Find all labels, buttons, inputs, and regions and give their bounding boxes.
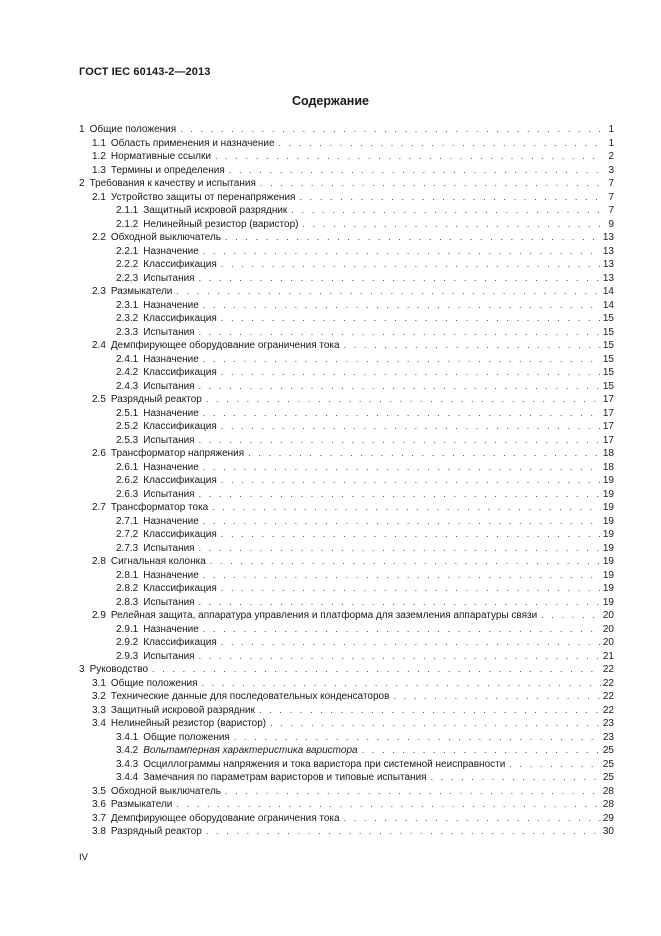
toc-entry-number: 2 — [79, 178, 85, 189]
toc-entry-page: 23 — [602, 718, 614, 729]
toc-entry[interactable] — [79, 434, 614, 448]
toc-entry-number: 3.2 — [92, 691, 106, 702]
toc-entry-title: Испытания — [143, 326, 195, 338]
toc-leader-dots — [199, 326, 601, 340]
toc-entry-page: 22 — [602, 677, 614, 689]
toc-entry-title: Классификация — [143, 583, 217, 594]
toc-entry-title: Общие положения — [89, 124, 177, 135]
toc-entry-title: Испытания — [143, 434, 195, 446]
toc-entry-page: 1 — [608, 137, 614, 149]
toc-entry-title: Назначение — [143, 623, 199, 635]
toc-title: Содержание — [291, 94, 369, 108]
toc-entry[interactable] — [79, 231, 614, 245]
toc-entry-page: 25 — [602, 745, 614, 756]
toc-entry-title: Размыкатели — [110, 286, 173, 297]
toc-entry-title: Термины и определения — [110, 164, 225, 176]
toc-entry-number: 1.2 — [92, 151, 106, 162]
toc-entry-number: 2.5.1 — [116, 407, 139, 419]
toc-entry-title: Классификация — [143, 637, 217, 648]
toc-leader-dots — [344, 812, 601, 826]
toc-leader-dots — [212, 501, 601, 515]
toc-entry-number: 3.4.4 — [116, 772, 139, 783]
toc-entry-number: 2.7.2 — [116, 529, 139, 540]
toc-leader-dots — [203, 515, 601, 529]
toc-entry-title: Испытания — [143, 542, 195, 554]
toc-entry-title: Защитный искровой разрядник — [143, 205, 288, 216]
toc-entry-page: 13 — [602, 272, 614, 284]
toc-entry-number: 2.7.1 — [116, 515, 139, 527]
toc-entry-number: 2.6 — [92, 448, 106, 459]
toc-entry[interactable] — [79, 609, 614, 623]
toc-entry-number: 2.6.2 — [116, 475, 139, 486]
toc-entry-page: 19 — [602, 515, 614, 527]
toc-entry-page: 17 — [602, 407, 614, 419]
toc-entry-title: Защитный искровой разрядник — [110, 704, 255, 716]
toc-leader-dots — [199, 434, 601, 448]
toc-entry-title: Испытания — [143, 596, 195, 608]
toc-leader-dots — [259, 704, 601, 718]
toc-entry-title: Разрядный реактор — [110, 394, 202, 405]
toc-entry-page: 19 — [602, 488, 614, 500]
toc-entry[interactable] — [79, 191, 614, 205]
toc-entry-title: Область применения и назначение — [110, 137, 275, 149]
toc-leader-dots — [203, 623, 601, 637]
toc-entry-number: 1.1 — [92, 137, 106, 149]
toc-entry-title: Обходной выключатель — [110, 232, 221, 243]
toc-leader-dots — [199, 272, 601, 286]
toc-entry-page: 15 — [602, 326, 614, 338]
toc-entry-title: Общие положения — [143, 731, 230, 743]
toc-entry-number: 3.4.1 — [116, 731, 139, 743]
toc-entry-number: 2.8.2 — [116, 583, 139, 594]
toc-entry[interactable] — [79, 474, 614, 488]
toc-entry-page: 14 — [602, 286, 614, 297]
toc-entry-title: Размыкатели — [110, 799, 173, 810]
toc-entry-page: 15 — [602, 353, 614, 365]
toc-leader-dots — [203, 245, 601, 259]
toc-entry[interactable] — [79, 677, 614, 691]
toc-entry-page: 23 — [602, 731, 614, 743]
toc-entry-number: 2.8 — [92, 556, 106, 567]
toc-leader-dots — [221, 474, 601, 488]
toc-entry-title: Назначение — [143, 299, 199, 311]
toc-leader-dots — [248, 447, 601, 461]
toc-entry-title: Назначение — [143, 515, 199, 527]
toc-entry-title: Нормативные ссылки — [110, 151, 211, 162]
toc-leader-dots — [541, 609, 601, 623]
toc-entry-number: 2.9 — [92, 610, 106, 621]
toc-entry-title: Испытания — [143, 380, 195, 392]
toc-entry[interactable] — [79, 825, 614, 839]
toc-entry-number: 3.6 — [92, 799, 106, 810]
toc-entry-number: 2.1 — [92, 191, 106, 203]
toc-entry[interactable] — [79, 569, 614, 583]
toc-entry[interactable] — [79, 285, 614, 299]
toc-entry-page: 29 — [602, 812, 614, 824]
toc-entry-title: Назначение — [143, 407, 199, 419]
toc-entry[interactable] — [79, 312, 614, 326]
toc-entry-title: Назначение — [143, 569, 199, 581]
toc-leader-dots — [215, 150, 602, 164]
toc-entry[interactable] — [79, 636, 614, 650]
toc-entry[interactable] — [79, 447, 614, 461]
toc-entry-title: Замечания по параметрам варисторов и типовые испытания — [143, 772, 427, 783]
toc-entry-page: 17 — [602, 434, 614, 446]
toc-leader-dots — [206, 825, 601, 839]
toc-leader-dots — [199, 542, 601, 556]
toc-entry-page: 18 — [602, 448, 614, 459]
toc-entry-title: Разрядный реактор — [110, 826, 202, 837]
toc-entry-title: Трансформатор тока — [110, 502, 209, 513]
toc-entry-title: Классификация — [143, 475, 217, 486]
toc-entry-page: 7 — [608, 178, 614, 189]
toc-entry[interactable] — [79, 501, 614, 515]
toc-entry-title: Классификация — [143, 259, 217, 270]
toc-entry[interactable] — [79, 744, 614, 758]
toc-entry-title: Устройство защиты от перенапряжения — [110, 191, 296, 203]
toc-entry[interactable] — [79, 582, 614, 596]
toc-entry-number: 2.6.1 — [116, 461, 139, 473]
toc-entry-page: 13 — [602, 245, 614, 257]
toc-leader-dots — [221, 528, 601, 542]
toc-leader-dots — [152, 663, 601, 677]
toc-entry-page: 19 — [602, 569, 614, 581]
toc-entry-number: 3.5 — [92, 785, 106, 797]
toc-entry-number: 2.4 — [92, 340, 106, 351]
toc-leader-dots — [221, 582, 601, 596]
toc-entry[interactable] — [79, 623, 614, 637]
toc-leader-dots — [229, 164, 602, 178]
toc-entry-page: 19 — [602, 556, 614, 567]
toc-entry-page: 28 — [602, 785, 614, 797]
toc-entry[interactable] — [79, 798, 614, 812]
toc-entry-page: 19 — [602, 596, 614, 608]
toc-entry-title: Обходной выключатель — [110, 785, 221, 797]
toc-entry-number: 2.2 — [92, 232, 106, 243]
toc-entry-title: Назначение — [143, 353, 199, 365]
toc-entry-number: 2.5.3 — [116, 434, 139, 446]
toc-leader-dots — [270, 717, 601, 731]
toc-entry-number: 2.2.1 — [116, 245, 139, 257]
toc-entry[interactable] — [79, 528, 614, 542]
toc-entry-number: 2.5 — [92, 394, 106, 405]
toc-leader-dots — [203, 299, 601, 313]
toc-entry-title: Классификация — [143, 313, 217, 324]
toc-entry-page: 13 — [602, 259, 614, 270]
toc-entry-page: 22 — [602, 691, 614, 702]
toc-entry-number: 2.7 — [92, 502, 106, 513]
toc-entry-page: 19 — [602, 529, 614, 540]
toc-entry-title: Руководство — [89, 664, 148, 675]
document-header: ГОСТ IEC 60143-2—2013 — [79, 66, 211, 78]
toc-leader-dots — [221, 312, 601, 326]
toc-entry[interactable] — [79, 177, 614, 191]
toc-entry[interactable] — [79, 420, 614, 434]
toc-entry-number: 3.4.3 — [116, 758, 139, 770]
toc-entry-page: 15 — [602, 380, 614, 392]
toc-entry-page: 28 — [602, 799, 614, 810]
toc-leader-dots — [299, 191, 602, 205]
toc-entry[interactable] — [79, 717, 614, 731]
toc-entry[interactable] — [79, 272, 614, 286]
toc-entry-title: Технические данные для последовательных конденсаторов — [110, 691, 390, 702]
toc-entry-page: 7 — [608, 205, 614, 216]
toc-entry-page: 20 — [602, 623, 614, 635]
toc-entry-page: 19 — [602, 475, 614, 486]
toc-entry-page: 19 — [602, 542, 614, 554]
toc-entry[interactable] — [79, 150, 614, 164]
toc-entry-title: Испытания — [143, 650, 195, 662]
toc-entry-page: 20 — [602, 610, 614, 621]
toc-entry[interactable] — [79, 663, 614, 677]
toc-leader-dots — [176, 798, 600, 812]
toc-leader-dots — [199, 380, 601, 394]
toc-leader-dots — [210, 555, 601, 569]
toc-entry-title: Испытания — [143, 272, 195, 284]
toc-entry-number: 2.3.1 — [116, 299, 139, 311]
toc-leader-dots — [199, 488, 601, 502]
toc-entry[interactable] — [79, 596, 614, 610]
toc-leader-dots — [291, 204, 602, 218]
toc-entry-page: 25 — [602, 772, 614, 783]
table-of-contents — [79, 123, 614, 839]
toc-entry-number: 3 — [79, 664, 85, 675]
toc-entry-number: 2.4.3 — [116, 380, 139, 392]
toc-entry-page: 9 — [608, 218, 614, 230]
toc-leader-dots — [234, 731, 601, 745]
toc-entry-number: 2.4.2 — [116, 367, 139, 378]
toc-entry[interactable] — [79, 326, 614, 340]
toc-entry-number: 2.9.2 — [116, 637, 139, 648]
toc-entry-number: 2.8.3 — [116, 596, 139, 608]
toc-entry-title: Вольтамперная характеристика варистора — [143, 745, 358, 756]
toc-entry[interactable] — [79, 353, 614, 367]
toc-leader-dots — [279, 137, 602, 151]
toc-entry[interactable] — [79, 758, 614, 772]
toc-entry-title: Классификация — [143, 421, 217, 432]
toc-entry-number: 2.8.1 — [116, 569, 139, 581]
toc-entry-page: 22 — [602, 704, 614, 716]
toc-entry-title: Классификация — [143, 529, 217, 540]
toc-entry-page: 14 — [602, 299, 614, 311]
toc-leader-dots — [225, 231, 601, 245]
toc-leader-dots — [393, 690, 600, 704]
toc-entry-number: 2.5.2 — [116, 421, 139, 432]
toc-leader-dots — [225, 785, 601, 799]
toc-entry-page: 19 — [602, 502, 614, 513]
toc-entry[interactable] — [79, 258, 614, 272]
toc-entry[interactable] — [79, 299, 614, 313]
toc-entry-page: 19 — [602, 583, 614, 594]
toc-entry-page: 30 — [602, 826, 614, 837]
toc-entry-title: Демпфирующее оборудование ограничения тока — [110, 812, 340, 824]
toc-entry-number: 1 — [79, 124, 85, 135]
toc-entry[interactable] — [79, 407, 614, 421]
toc-entry-number: 2.2.2 — [116, 259, 139, 270]
toc-entry-title: Сигнальная колонка — [110, 556, 206, 567]
toc-entry[interactable] — [79, 771, 614, 785]
toc-leader-dots — [206, 393, 601, 407]
toc-entry-page: 25 — [602, 758, 614, 770]
toc-entry[interactable] — [79, 488, 614, 502]
toc-leader-dots — [199, 650, 601, 664]
toc-entry-number: 2.3 — [92, 286, 106, 297]
toc-entry-number: 2.7.3 — [116, 542, 139, 554]
toc-leader-dots — [203, 569, 601, 583]
toc-entry-title: Демпфирующее оборудование ограничения тока — [110, 340, 340, 351]
toc-entry[interactable] — [79, 366, 614, 380]
toc-leader-dots — [199, 596, 601, 610]
toc-leader-dots — [221, 258, 601, 272]
toc-entry-number: 3.4 — [92, 718, 106, 729]
toc-entry-page: 2 — [608, 151, 614, 162]
toc-entry[interactable] — [79, 218, 614, 232]
toc-entry-page: 15 — [602, 340, 614, 351]
toc-entry-page: 20 — [602, 637, 614, 648]
toc-leader-dots — [203, 407, 601, 421]
toc-entry-page: 21 — [602, 650, 614, 662]
toc-leader-dots — [221, 636, 601, 650]
toc-leader-dots — [509, 758, 601, 772]
toc-entry-page: 1 — [608, 124, 614, 135]
toc-entry-title: Осциллограммы напряжения и тока варистора при системной неисправности — [143, 758, 506, 770]
toc-leader-dots — [221, 366, 601, 380]
toc-entry-number: 2.1.1 — [116, 205, 139, 216]
toc-entry[interactable] — [79, 204, 614, 218]
toc-entry-page: 22 — [602, 664, 614, 675]
toc-leader-dots — [203, 461, 601, 475]
toc-entry[interactable] — [79, 785, 614, 799]
toc-entry-number: 2.1.2 — [116, 218, 139, 230]
toc-leader-dots — [180, 123, 602, 137]
toc-entry[interactable] — [79, 542, 614, 556]
toc-leader-dots — [344, 339, 601, 353]
toc-entry-title: Испытания — [143, 488, 195, 500]
toc-leader-dots — [431, 771, 601, 785]
toc-entry[interactable] — [79, 245, 614, 259]
toc-entry-number: 3.8 — [92, 826, 106, 837]
toc-entry[interactable] — [79, 380, 614, 394]
toc-entry-number: 2.9.1 — [116, 623, 139, 635]
toc-entry[interactable] — [79, 731, 614, 745]
toc-entry[interactable] — [79, 339, 614, 353]
toc-entry-page: 15 — [602, 313, 614, 324]
toc-leader-dots — [221, 420, 601, 434]
toc-entry[interactable] — [79, 137, 614, 151]
toc-entry-number: 2.6.3 — [116, 488, 139, 500]
toc-entry[interactable] — [79, 515, 614, 529]
toc-entry-page: 18 — [602, 461, 614, 473]
toc-entry-title: Назначение — [143, 245, 199, 257]
toc-entry[interactable] — [79, 123, 614, 137]
toc-entry-page: 13 — [602, 232, 614, 243]
toc-entry-page: 17 — [602, 421, 614, 432]
toc-entry[interactable] — [79, 704, 614, 718]
toc-leader-dots — [260, 177, 602, 191]
toc-entry-number: 1.3 — [92, 164, 106, 176]
toc-leader-dots — [362, 744, 601, 758]
toc-entry-number: 3.4.2 — [116, 745, 139, 756]
toc-entry[interactable] — [79, 555, 614, 569]
toc-entry-number: 3.7 — [92, 812, 106, 824]
toc-entry[interactable] — [79, 461, 614, 475]
toc-entry-number: 2.3.3 — [116, 326, 139, 338]
toc-entry-number: 2.4.1 — [116, 353, 139, 365]
toc-entry-title: Трансформатор напряжения — [110, 448, 245, 459]
toc-entry-page: 7 — [608, 191, 614, 203]
toc-entry-title: Релейная защита, аппаратура управления и платформа для заземления аппаратуры связи — [110, 610, 538, 621]
toc-entry-number: 2.2.3 — [116, 272, 139, 284]
toc-entry[interactable] — [79, 650, 614, 664]
toc-entry-number: 2.9.3 — [116, 650, 139, 662]
toc-entry-title: Требования к качеству и испытания — [89, 178, 256, 189]
toc-entry-title: Назначение — [143, 461, 199, 473]
toc-entry[interactable] — [79, 393, 614, 407]
toc-leader-dots — [202, 677, 601, 691]
toc-entry[interactable] — [79, 812, 614, 826]
toc-leader-dots — [203, 353, 601, 367]
toc-entry-number: 3.3 — [92, 704, 106, 716]
toc-leader-dots — [302, 218, 602, 232]
toc-entry-number: 3.1 — [92, 677, 106, 689]
toc-entry-title: Классификация — [143, 367, 217, 378]
toc-entry-page: 15 — [602, 367, 614, 378]
page-number: IV — [79, 852, 88, 863]
toc-entry-title: Общие положения — [110, 677, 198, 689]
toc-entry-page: 17 — [602, 394, 614, 405]
toc-entry-title: Нелинейный резистор (варистор) — [110, 718, 267, 729]
toc-entry[interactable] — [79, 690, 614, 704]
toc-entry-number: 2.3.2 — [116, 313, 139, 324]
toc-leader-dots — [176, 285, 600, 299]
toc-entry[interactable] — [79, 164, 614, 178]
toc-entry-page: 3 — [608, 164, 614, 176]
toc-entry-title: Нелинейный резистор (варистор) — [143, 218, 299, 230]
